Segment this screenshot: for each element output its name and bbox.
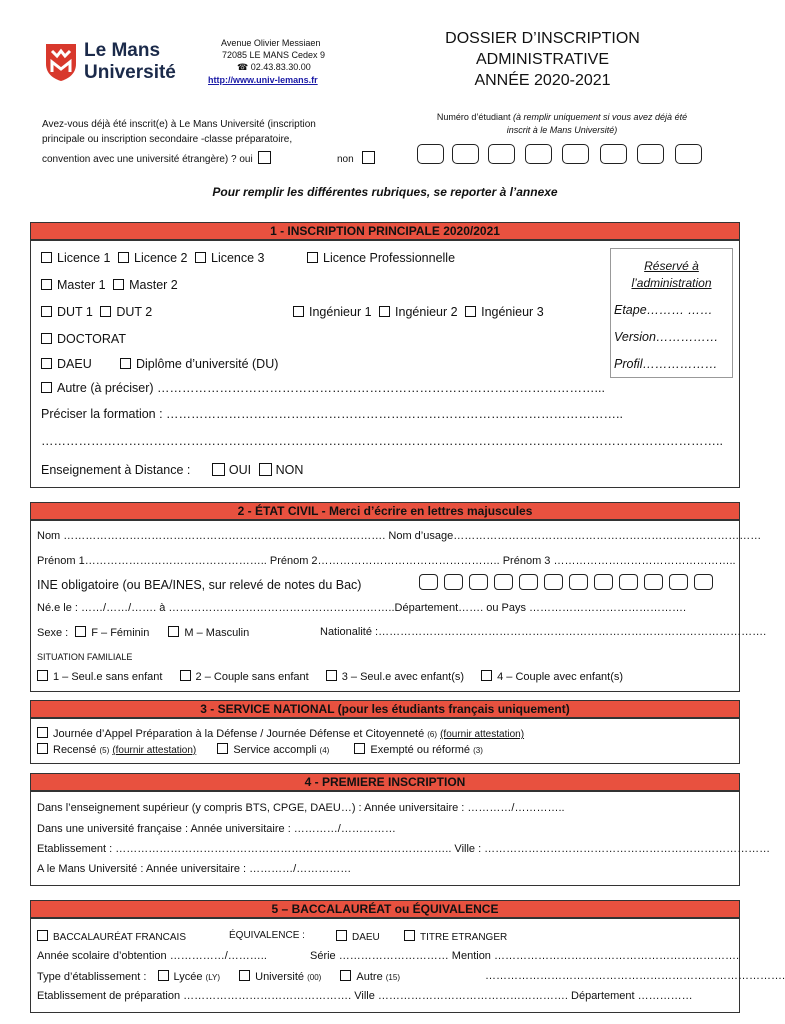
first-enrol-lemans[interactable]: A le Mans Université : Année universitaire : …………/…………… xyxy=(37,863,352,875)
licence-row xyxy=(41,251,265,265)
sit3-label: 3 – Seul.e avec enfant(s) xyxy=(341,671,465,683)
daeu-label: DAEU xyxy=(57,357,92,371)
jdc-label: Journée d’Appel Préparation à la Défense / Journée Défense et Citoyenneté xyxy=(53,728,425,740)
ingenieur-row xyxy=(293,305,544,319)
first-enrol-establishment[interactable]: Etablissement : ……………………………………………………………………………….. Ville : …………………………………………………………………… xyxy=(37,843,771,855)
ine-char-box[interactable] xyxy=(569,574,588,590)
student-digit-box[interactable] xyxy=(417,144,444,164)
question-line3-text: convention avec une université étrangère) ? oui xyxy=(42,154,253,165)
question-line3 xyxy=(42,151,275,165)
ing3-label: Ingénieur 3 xyxy=(481,305,544,319)
daeu-equiv-label: DAEU xyxy=(352,932,380,943)
doctorat-option xyxy=(41,332,126,346)
distance-oui-checkbox[interactable] xyxy=(212,463,225,476)
logo xyxy=(44,40,196,88)
form-title xyxy=(400,28,685,91)
student-digit-box[interactable] xyxy=(600,144,627,164)
university-code: (00) xyxy=(307,973,322,982)
lycee-code: (LY) xyxy=(205,973,221,982)
website-link[interactable]: http://www.univ-lemans.fr xyxy=(208,75,318,85)
admin-title-line1: Réservé à xyxy=(644,259,699,273)
form-title-line3: ANNÉE 2020-2021 xyxy=(474,72,611,89)
ine-char-box[interactable] xyxy=(544,574,563,590)
bac-year-field[interactable]: Année scolaire d’obtention ……………/……….. xyxy=(37,950,267,962)
ing1-label: Ingénieur 1 xyxy=(309,305,372,319)
section3-body xyxy=(30,718,740,764)
sit2-label: 2 – Couple sans enfant xyxy=(195,671,309,683)
ing2-checkbox[interactable] xyxy=(379,306,390,317)
service-label: Service accompli xyxy=(233,744,317,756)
autre-type-field[interactable]: ………………………………………………………………………. xyxy=(485,970,785,982)
question-line2: principale ou inscription secondaire -classe préparatoire, xyxy=(42,134,293,145)
ine-char-box[interactable] xyxy=(519,574,538,590)
titre-etranger-checkbox[interactable] xyxy=(404,930,415,941)
jdc-checkbox[interactable] xyxy=(37,727,48,738)
prep-establishment-field[interactable]: Etablissement de préparation ………………………………………. Ville ……………………………………………. Département …………… xyxy=(37,990,693,1002)
dut2-checkbox[interactable] xyxy=(100,306,111,317)
bac-fr-checkbox[interactable] xyxy=(37,930,48,941)
sit1-checkbox[interactable] xyxy=(37,670,48,681)
autre-type-code: (15) xyxy=(385,973,400,982)
prenom-fields[interactable]: Prénom 1………………………………………….. Prénom 2………………………………………….. Prénom 3 ………………………………………….. xyxy=(37,555,736,567)
bac-type-row xyxy=(37,930,186,943)
sexe-m-label: M – Masculin xyxy=(184,627,250,639)
ine-char-box[interactable] xyxy=(669,574,688,590)
sexe-m-checkbox[interactable] xyxy=(168,626,179,637)
autre-checkbox[interactable] xyxy=(41,382,52,393)
titre-etranger-option xyxy=(404,930,507,943)
admin-profil: Profil……………… xyxy=(614,357,718,371)
form-title-line1: DOSSIER D’INSCRIPTION xyxy=(445,30,640,47)
jdc-note: (fournir attestation) xyxy=(440,729,525,740)
ine-char-box[interactable] xyxy=(494,574,513,590)
autre-option xyxy=(41,381,605,395)
distance-non-checkbox[interactable] xyxy=(259,463,272,476)
du-label: Diplôme d’université (DU) xyxy=(136,357,279,371)
recense-code: (5) xyxy=(99,746,110,755)
ine-char-box[interactable] xyxy=(619,574,638,590)
sit4-label: 4 – Couple avec enfant(s) xyxy=(497,671,624,683)
dut2-label: DUT 2 xyxy=(116,305,153,319)
ine-char-box[interactable] xyxy=(469,574,488,590)
address-street: Avenue Olivier Messiaen xyxy=(221,38,321,48)
bac-fr-label: BACCALAURÉAT FRANCAIS xyxy=(53,932,186,943)
ing2-label: Ingénieur 2 xyxy=(395,305,458,319)
master2-checkbox[interactable] xyxy=(113,279,124,290)
exempte-code: (3) xyxy=(473,746,483,755)
section1-title: 1 - INSCRIPTION PRINCIPALE 2020/2021 xyxy=(30,222,740,240)
distance-oui-label: OUI xyxy=(228,463,252,477)
question-line1: Avez-vous déjà été inscrit(e) à Le Mans Université (inscription xyxy=(42,119,316,130)
jdc-option xyxy=(37,727,524,740)
licence2-label: Licence 2 xyxy=(134,251,188,265)
logo-line1: Le Mans xyxy=(84,40,161,61)
sit1-label: 1 – Seul.e sans enfant xyxy=(53,671,163,683)
no-option xyxy=(337,151,379,165)
admin-etape: Etape……… …… xyxy=(614,303,713,317)
section3-title: 3 - SERVICE NATIONAL (pour les étudiants français uniquement) xyxy=(30,700,740,718)
section4-title: 4 - PREMIERE INSCRIPTION xyxy=(30,773,740,791)
recense-note: (fournir attestation) xyxy=(112,745,197,756)
admin-title-line2: l’administration xyxy=(631,276,712,290)
recense-label: Recensé xyxy=(53,744,97,756)
exempte-label: Exempté ou réformé xyxy=(370,744,471,756)
master2-label: Master 2 xyxy=(129,278,178,292)
establishment-type-label: Type d’établissement : xyxy=(37,971,147,983)
nationalite-field[interactable]: Nationalité :……………………………………………………………………………………………. xyxy=(320,626,767,638)
no-checkbox[interactable] xyxy=(362,151,375,164)
licence-pro-checkbox[interactable] xyxy=(307,252,318,263)
logo-line2: Université xyxy=(84,62,176,83)
section5-title: 5 – BACCALAURÉAT ou ÉQUIVALENCE xyxy=(30,900,740,918)
ine-label: INE obligatoire (ou BEA/INES, sur relevé de notes du Bac) xyxy=(37,578,362,592)
ine-char-box[interactable] xyxy=(594,574,613,590)
student-digit-box[interactable] xyxy=(525,144,552,164)
sit2-checkbox[interactable] xyxy=(180,670,191,681)
first-enrol-higher-ed[interactable]: Dans l’enseignement supérieur (y compris BTS, CPGE, DAEU…) : Année universitaire : …………/………….. xyxy=(37,802,565,814)
licence3-label: Licence 3 xyxy=(211,251,265,265)
ine-char-box[interactable] xyxy=(694,574,713,590)
distance-non-label: NON xyxy=(275,463,304,477)
phone: ☎ 02.43.83.30.00 xyxy=(237,62,311,72)
student-digit-box[interactable] xyxy=(488,144,515,164)
daeu-option xyxy=(41,357,92,371)
licence2-checkbox[interactable] xyxy=(118,252,129,263)
exempte-checkbox[interactable] xyxy=(354,743,365,754)
admin-title xyxy=(610,258,733,292)
ing3-checkbox[interactable] xyxy=(465,306,476,317)
titre-etranger-label: TITRE ETRANGER xyxy=(420,932,508,943)
nom-field[interactable]: Nom ……………………………………………………………………………. Nom d’usage………………………………………………………………………… xyxy=(37,530,762,542)
daeu-equiv-checkbox[interactable] xyxy=(336,930,347,941)
jdc-code: (6) xyxy=(427,730,438,739)
master1-checkbox[interactable] xyxy=(41,279,52,290)
student-digit-box[interactable] xyxy=(562,144,589,164)
distance-row xyxy=(41,463,303,477)
service-checkbox[interactable] xyxy=(217,743,228,754)
establishment-type-row xyxy=(37,970,400,983)
student-digit-box[interactable] xyxy=(452,144,479,164)
dut-row xyxy=(41,305,152,319)
sit3-checkbox[interactable] xyxy=(326,670,337,681)
licence-pro-label: Licence Professionnelle xyxy=(323,251,456,265)
equiv-label: ÉQUIVALENCE : xyxy=(229,930,305,941)
instruction: Pour remplir les différentes rubriques, se reporter à l’annexe xyxy=(212,185,558,199)
licence1-label: Licence 1 xyxy=(57,251,111,265)
licence3-checkbox[interactable] xyxy=(195,252,206,263)
section2-title: 2 - ÉTAT CIVIL - Merci d’écrire en lettres majuscules xyxy=(30,502,740,520)
student-number-note1: (à remplir uniquement si vous avez déjà été xyxy=(512,112,688,122)
admin-version: Version…………… xyxy=(614,330,719,344)
university-shield-icon xyxy=(44,42,78,82)
student-digit-box[interactable] xyxy=(637,144,664,164)
ine-char-box[interactable] xyxy=(444,574,463,590)
sexe-label: Sexe : xyxy=(37,627,69,639)
dut1-checkbox[interactable] xyxy=(41,306,52,317)
student-number-label xyxy=(392,111,732,137)
distance-label: Enseignement à Distance : xyxy=(41,463,191,477)
university-checkbox[interactable] xyxy=(239,970,250,981)
lycee-label: Lycée xyxy=(173,971,203,983)
student-number-note2: inscrit à le Mans Université) xyxy=(506,125,618,135)
sit4-checkbox[interactable] xyxy=(481,670,492,681)
recense-checkbox[interactable] xyxy=(37,743,48,754)
licence-pro-option xyxy=(307,251,455,265)
licence1-checkbox[interactable] xyxy=(41,252,52,263)
birth-field[interactable]: Né.e le : ……/……/……. à ……………………………………………………..Département……. ou Pays ……………………………………. xyxy=(37,602,687,614)
no-label: non xyxy=(337,154,354,165)
du-checkbox[interactable] xyxy=(120,358,131,369)
service-code: (4) xyxy=(319,746,330,755)
university-label: Université xyxy=(255,971,305,983)
service-row xyxy=(37,743,483,756)
daeu-equiv-option xyxy=(336,930,380,943)
master-row xyxy=(41,278,178,292)
doctorat-checkbox[interactable] xyxy=(41,333,52,344)
preciser-field[interactable]: Préciser la formation : ……………………………………………………………………………………………….. xyxy=(41,407,623,421)
master1-label: Master 1 xyxy=(57,278,106,292)
autre-type-label: Autre xyxy=(356,971,383,983)
bac-serie-field[interactable]: Série ………………………… Mention …………………………………………………………. xyxy=(310,950,740,962)
yes-checkbox[interactable] xyxy=(258,151,271,164)
ing1-checkbox[interactable] xyxy=(293,306,304,317)
student-number-title: Numéro d’étudiant xyxy=(436,112,511,122)
sexe-row xyxy=(37,626,249,639)
dut1-label: DUT 1 xyxy=(57,305,93,319)
student-digit-box[interactable] xyxy=(675,144,702,164)
situation-label: SITUATION FAMILIALE xyxy=(37,652,133,662)
sexe-f-label: F – Féminin xyxy=(91,627,150,639)
first-enrol-university[interactable]: Dans une université française : Année universitaire : …………/…………… xyxy=(37,823,396,835)
ine-char-box[interactable] xyxy=(644,574,663,590)
lycee-checkbox[interactable] xyxy=(158,970,169,981)
sexe-f-checkbox[interactable] xyxy=(75,626,86,637)
formation-extra-line[interactable]: ……………………………………………………………………………………………………………………………………………….. xyxy=(41,434,723,448)
autre-type-checkbox[interactable] xyxy=(340,970,351,981)
ine-char-box[interactable] xyxy=(419,574,438,590)
situation-options xyxy=(37,670,623,683)
autre-field[interactable]: Autre (à préciser) ……………………………………………………………………………………………... xyxy=(57,381,605,395)
address-city: 72085 LE MANS Cedex 9 xyxy=(222,50,326,60)
du-option xyxy=(120,357,278,371)
doctorat-label: DOCTORAT xyxy=(57,332,126,346)
daeu-checkbox[interactable] xyxy=(41,358,52,369)
form-title-line2: ADMINISTRATIVE xyxy=(475,51,610,68)
